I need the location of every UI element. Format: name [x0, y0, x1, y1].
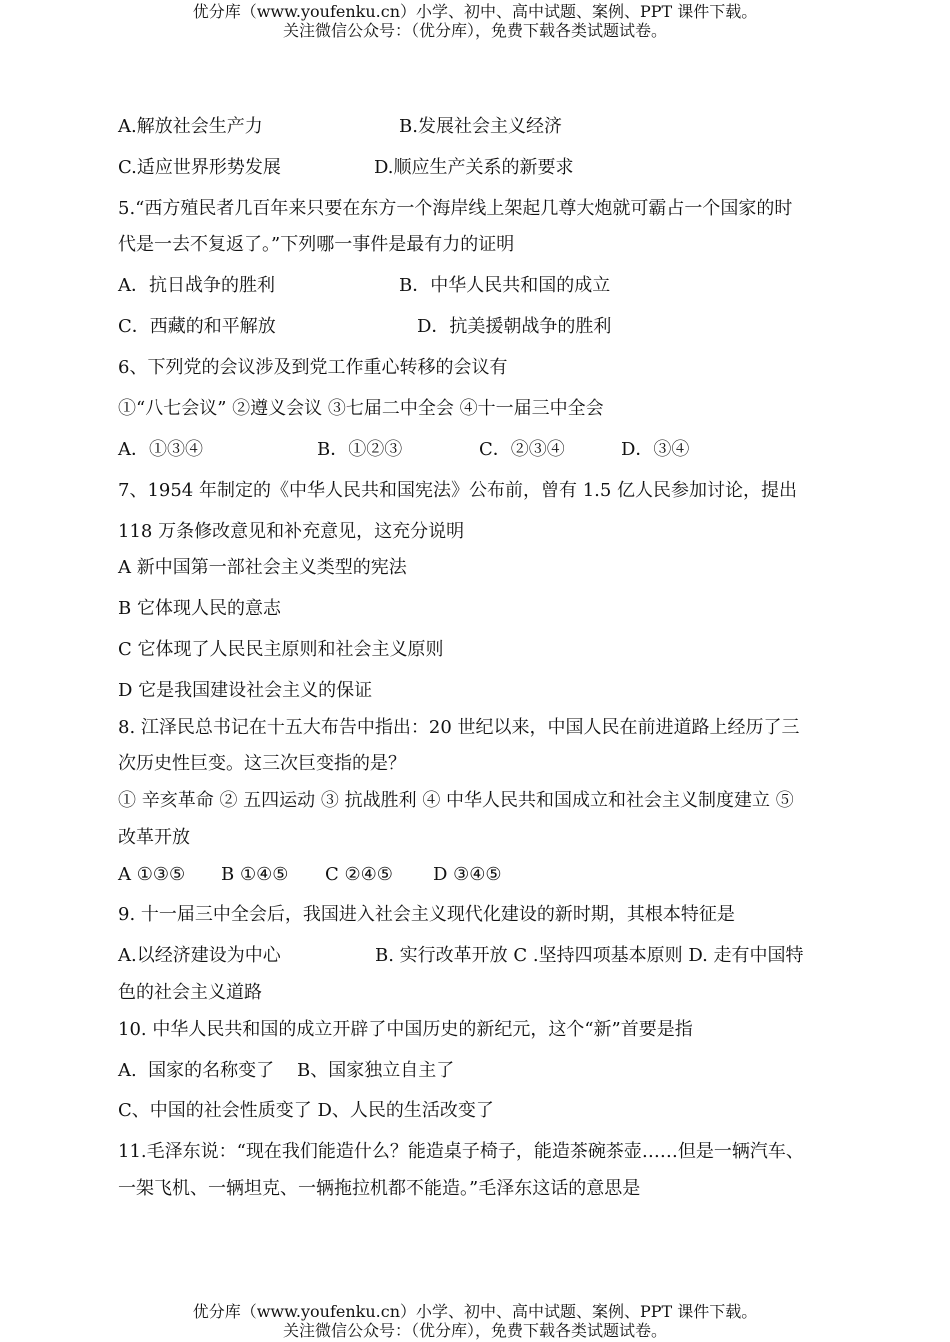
q6-option-d: D．③④ — [621, 439, 690, 460]
q5-stem-line-2: 代是一去不复返了。”下列哪一事件是最有力的证明 — [118, 234, 515, 255]
q8-option-b: B ①④⑤ — [221, 864, 289, 885]
footer-line-1: 优分库（www.youfenku.cn）小学、初中、高中试题、案例、PPT 课件下载。 — [192, 1302, 758, 1321]
q7-option-a: A 新中国第一部社会主义类型的宪法 — [118, 557, 407, 578]
q9-option-continuation: 色的社会主义道路 — [118, 982, 262, 1003]
q5-option-d: D．抗美援朝战争的胜利 — [417, 316, 612, 337]
q4-option-b: B.发展社会主义经济 — [399, 116, 562, 137]
q6-items: ①“八七会议” ②遵义会议 ③七届二中全会 ④十一届三中全会 — [118, 398, 604, 419]
q9-option-a: A.以经济建设为中心 — [118, 945, 281, 966]
q6-option-b: B．①②③ — [317, 439, 403, 460]
q8-option-a: A ①③⑤ — [118, 864, 186, 885]
header-line-1: 优分库（www.youfenku.cn）小学、初中、高中试题、案例、PPT 课件下载。 — [192, 2, 758, 21]
q5-option-b: B．中华人民共和国的成立 — [399, 275, 611, 296]
q11-stem-line-2: 一架飞机、一辆坦克、一辆拖拉机都不能造。”毛泽东这话的意思是 — [118, 1178, 641, 1199]
q11-stem-line-1: 11.毛泽东说：“现在我们能造什么？能造桌子椅子，能造茶碗茶壶……但是一辆汽车、 — [118, 1141, 804, 1162]
q8-option-c: C ②④⑤ — [325, 864, 393, 885]
q5-stem-line-1: 5.“西方殖民者几百年来只要在东方一个海岸线上架起几尊大炮就可霸占一个国家的时 — [118, 198, 793, 219]
q8-items-line-2: 改革开放 — [118, 827, 190, 848]
q5-option-c: C．西藏的和平解放 — [118, 316, 276, 337]
q9-options-bcd: B. 实行改革开放 C .坚持四项基本原则 D. 走有中国特 — [375, 945, 804, 966]
q7-option-c: C 它体现了人民民主原则和社会主义原则 — [118, 639, 444, 660]
q4-option-d: D.顺应生产关系的新要求 — [374, 157, 574, 178]
q10-options-cd: C、中国的社会性质变了 D、人民的生活改变了 — [118, 1100, 494, 1121]
q6-option-a: A．①③④ — [118, 439, 203, 460]
q10-stem: 10. 中华人民共和国的成立开辟了中国历史的新纪元，这个“新”首要是指 — [118, 1019, 693, 1040]
q9-stem: 9. 十一届三中全会后，我国进入社会主义现代化建设的新时期，其根本特征是 — [118, 904, 735, 925]
page-header — [0, 2, 950, 40]
q4-option-a: A.解放社会生产力 — [118, 116, 263, 137]
q4-option-c: C.适应世界形势发展 — [118, 157, 281, 178]
q6-stem: 6、下列党的会议涉及到党工作重心转移的会议有 — [118, 357, 508, 378]
q5-option-a: A．抗日战争的胜利 — [118, 275, 275, 296]
q7-option-d: D 它是我国建设社会主义的保证 — [118, 680, 373, 701]
q8-stem-line-2: 次历史性巨变。这三次巨变指的是？ — [118, 753, 406, 774]
q7-stem-line-1: 7、1954 年制定的《中华人民共和国宪法》公布前，曾有 1.5 亿人民参加讨论，提出 — [118, 480, 798, 501]
page-footer — [0, 1302, 950, 1340]
q6-option-c: C．②③④ — [479, 439, 565, 460]
footer-line-2: 关注微信公众号：（优分库），免费下载各类试题试卷。 — [282, 1321, 667, 1340]
q8-stem-line-1: 8. 江泽民总书记在十五大布告中指出：20 世纪以来，中国人民在前进道路上经历了三 — [118, 717, 800, 738]
q7-option-b: B 它体现人民的意志 — [118, 598, 281, 619]
q7-stem-line-2: 118 万条修改意见和补充意见，这充分说明 — [118, 521, 465, 542]
q8-items-line-1: ① 辛亥革命 ② 五四运动 ③ 抗战胜利 ④ 中华人民共和国成立和社会主义制度建立 ⑤ — [118, 790, 794, 811]
q8-option-d: D ③④⑤ — [433, 864, 502, 885]
q10-options-ab: A. 国家的名称变了 B、国家独立自主了 — [118, 1060, 455, 1081]
header-line-2: 关注微信公众号：（优分库），免费下载各类试题试卷。 — [282, 21, 667, 40]
